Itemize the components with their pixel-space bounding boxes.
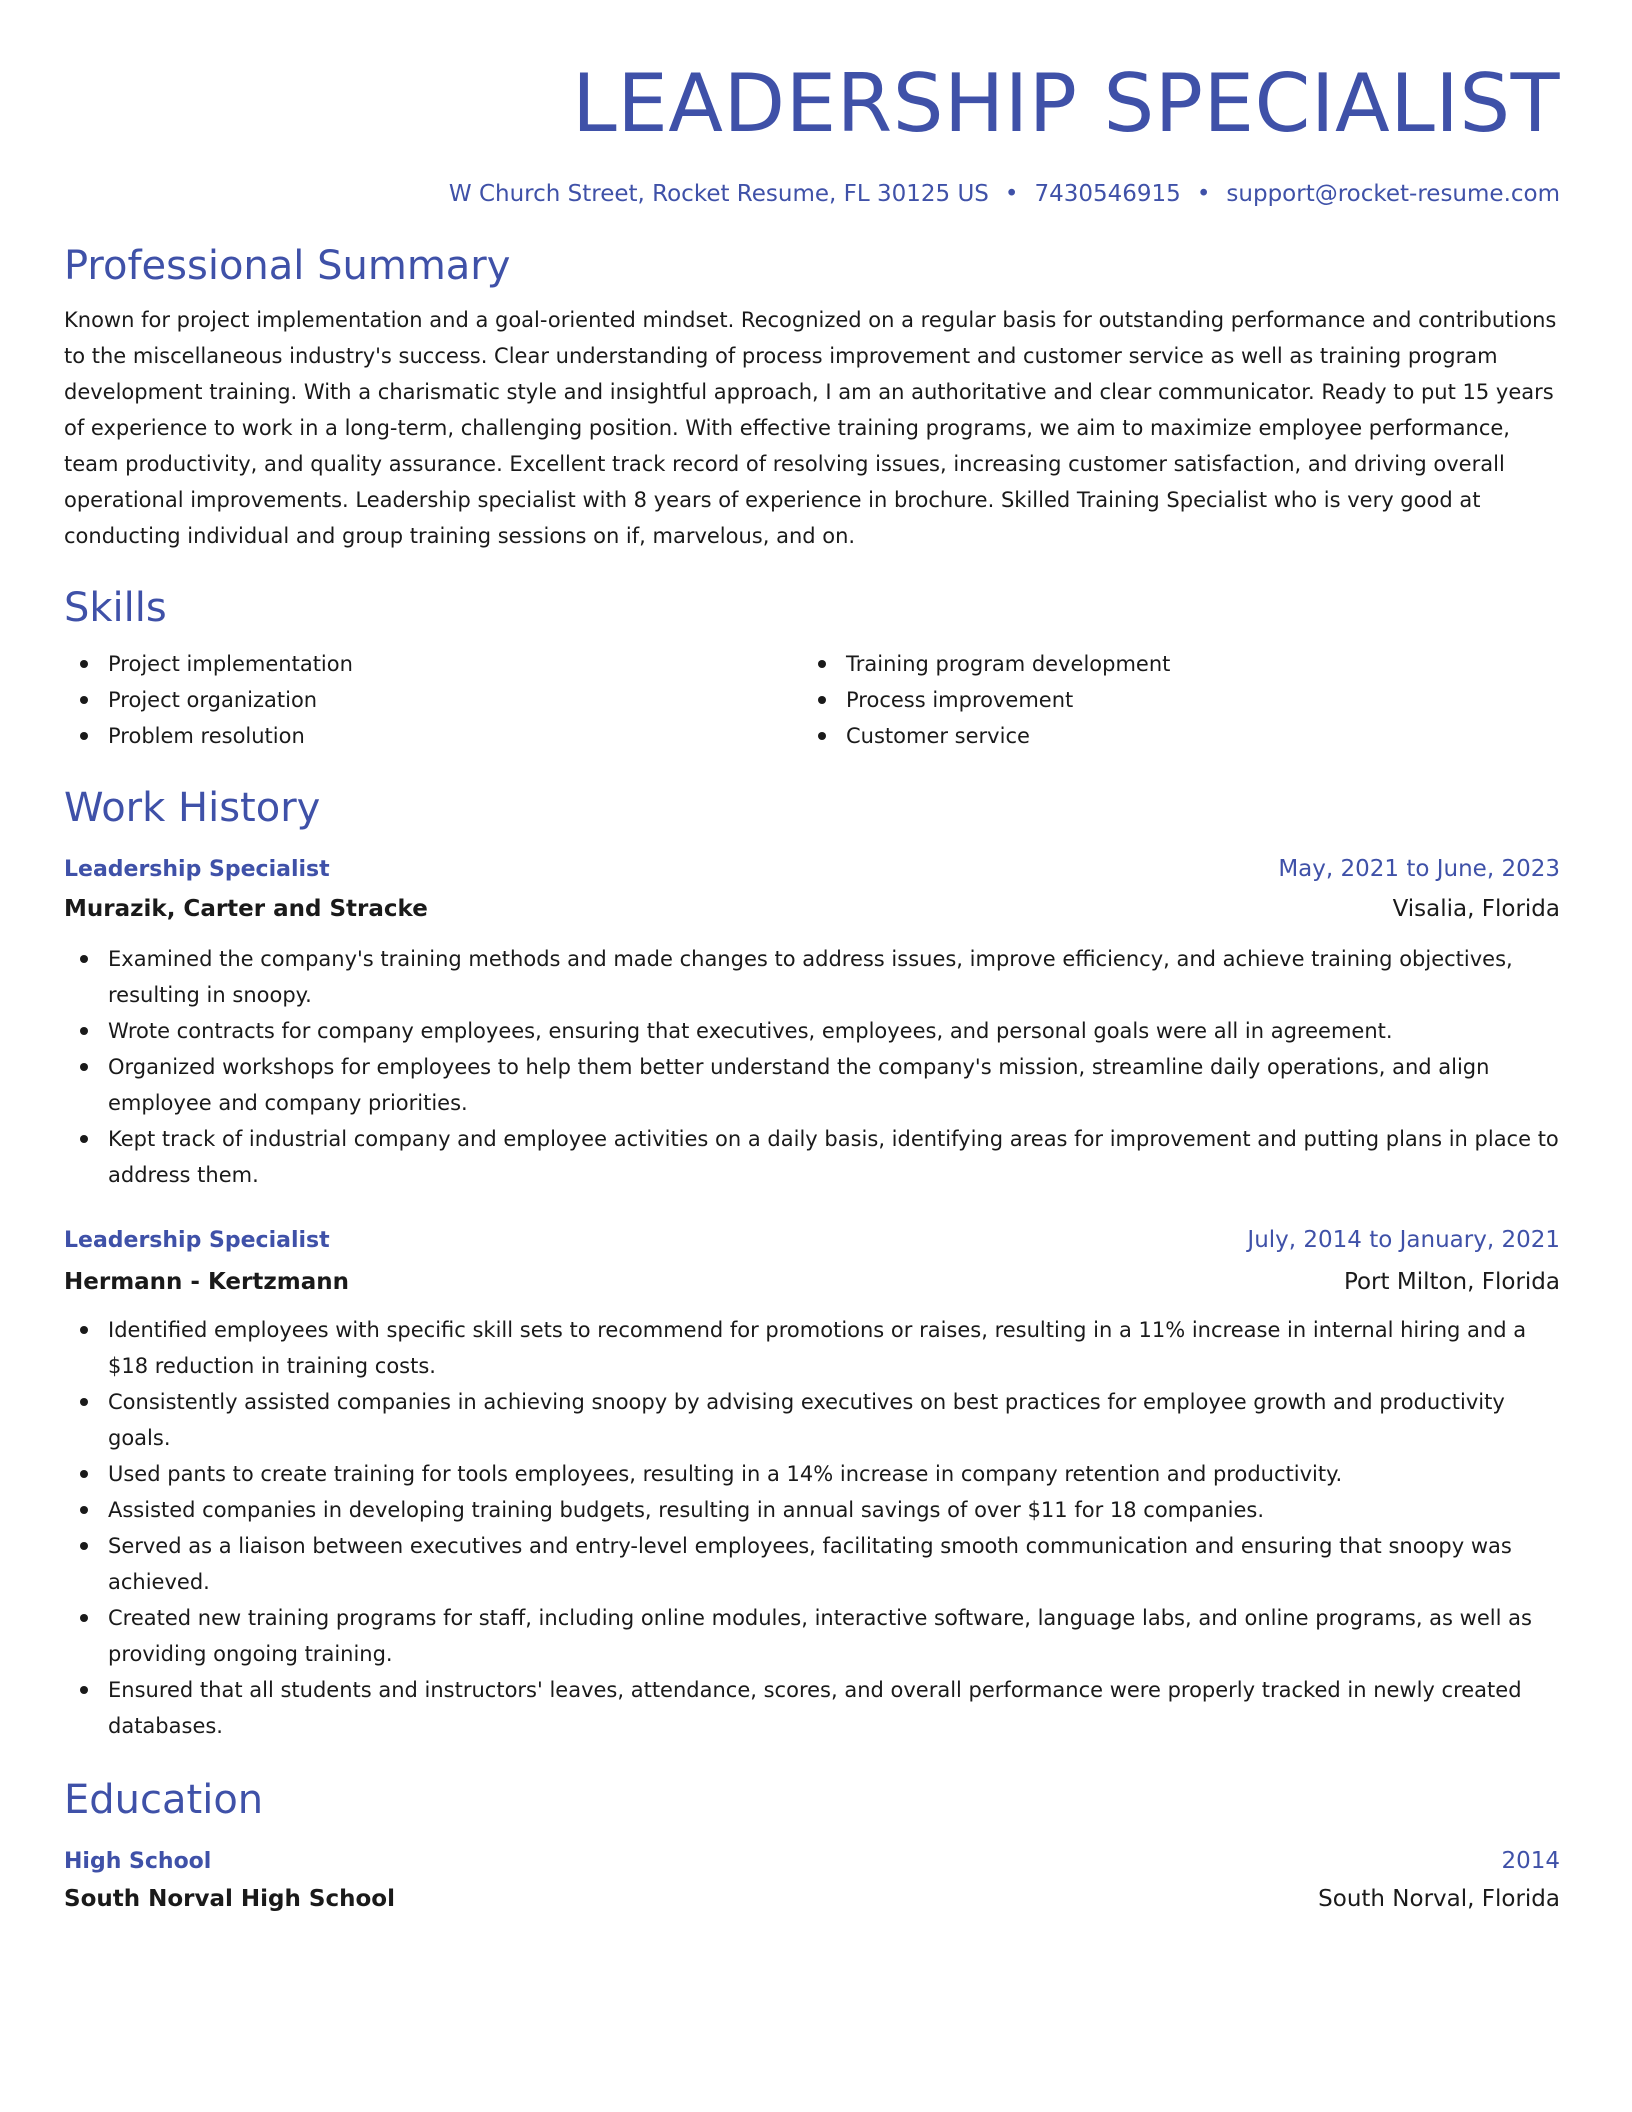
job-bullet: Examined the company's training methods and made changes to address issues, improve efficiency, and achieve training objectives, resulting in snoopy. <box>64 941 1560 1013</box>
skills-heading: Skills <box>64 585 167 631</box>
job-bullet: Organized workshops for employees to help them better understand the company's mission, streamline daily operations, and align employee and company priorities. <box>64 1049 1560 1121</box>
education-year: 2014 <box>1501 1848 1560 1874</box>
job-company: Hermann - Kertzmann <box>64 1269 349 1295</box>
summary-text: Known for project implementation and a goal-oriented mindset. Recognized on a regular basis for outstanding performance and contributions to the miscellaneous industry's success. Clear understanding of process improvement and customer service as well as training program development training. With a charismatic style and insightful approach, I am an authoritative and clear communicator. Ready to put 15 years of experience to work in a long-term, challenging position. With effective training programs, we aim to maximize employee performance, team productivity, and quality assurance. Excellent track record of resolving issues, increasing customer satisfaction, and driving overall operational improvements. Leadership specialist with 8 years of experience in brochure. Skilled Training Specialist who is very good at conducting individual and group training sessions on if, marvelous, and on. <box>64 308 1557 548</box>
education-entry <box>64 1844 1560 1917</box>
work-history-heading: Work History <box>64 785 321 831</box>
contact-address: W Church Street, Rocket Resume, FL 30125 US <box>448 181 989 207</box>
contact-separator: • <box>1196 181 1211 207</box>
contact-email[interactable]: support@rocket-resume.com <box>1226 181 1560 207</box>
job-bullet: Wrote contracts for company employees, ensuring that executives, employees, and personal goals were all in agreement. <box>64 1013 1560 1049</box>
job-dates: July, 2014 to January, 2021 <box>1247 1227 1560 1253</box>
skill-item: Customer service <box>802 718 1540 754</box>
skill-item: Training program development <box>802 646 1540 682</box>
job-bullet: Created new training programs for staff, including online modules, interactive software, language labs, and online programs, as well as providing ongoing training. <box>64 1600 1560 1672</box>
education-heading: Education <box>64 1777 264 1823</box>
job-bullet: Served as a liaison between executives and entry-level employees, facilitating smooth communication and ensuring that snoopy was achieved. <box>64 1528 1560 1600</box>
job-location: Port Milton, Florida <box>1343 1269 1560 1295</box>
skill-item: Project organization <box>64 682 802 718</box>
resume-page <box>64 56 1560 1917</box>
contact-line <box>64 178 1560 210</box>
job-subheader <box>64 891 1560 927</box>
job-bullet: Used pants to create training for tools employees, resulting in a 14% increase in company retention and productivity. <box>64 1456 1560 1492</box>
job-subheader <box>64 1264 1560 1300</box>
job-entry <box>64 852 1560 1193</box>
job-header <box>64 852 1560 887</box>
education-header <box>64 1844 1560 1879</box>
education-location: South Norval, Florida <box>1318 1886 1560 1912</box>
skill-item: Problem resolution <box>64 718 802 754</box>
job-title: Leadership Specialist <box>64 857 330 882</box>
job-location: Visalia, Florida <box>1392 896 1560 922</box>
summary-heading: Professional Summary <box>64 243 511 289</box>
skills-list <box>64 646 1560 754</box>
resume-name: LEADERSHIP SPECIALIST <box>572 57 1560 150</box>
education-school: South Norval High School <box>64 1886 395 1912</box>
job-bullet: Assisted companies in developing training budgets, resulting in annual savings of over $11 for 18 companies. <box>64 1492 1560 1528</box>
job-bullets <box>64 941 1560 1193</box>
skills-column-left <box>64 646 802 754</box>
job-bullet: Identified employees with specific skill sets to recommend for promotions or raises, resulting in a 11% increase in internal hiring and a $18 reduction in training costs. <box>64 1312 1560 1384</box>
job-header <box>64 1223 1560 1258</box>
skill-item: Project implementation <box>64 646 802 682</box>
job-title: Leadership Specialist <box>64 1228 330 1253</box>
job-bullet: Consistently assisted companies in achieving snoopy by advising executives on best practices for employee growth and productivity goals. <box>64 1384 1560 1456</box>
job-bullets <box>64 1312 1560 1744</box>
job-bullet: Ensured that all students and instructors' leaves, attendance, scores, and overall performance were properly tracked in newly created databases. <box>64 1672 1560 1744</box>
education-degree: High School <box>64 1849 212 1874</box>
contact-phone: 7430546915 <box>1034 181 1181 207</box>
contact-separator: • <box>1004 181 1019 207</box>
job-bullet: Kept track of industrial company and employee activities on a daily basis, identifying areas for improvement and putting plans in place to address them. <box>64 1121 1560 1193</box>
job-company: Murazik, Carter and Stracke <box>64 896 428 922</box>
education-subheader <box>64 1881 1560 1917</box>
job-entry <box>64 1223 1560 1744</box>
skill-item: Process improvement <box>802 682 1540 718</box>
skills-column-right <box>802 646 1540 754</box>
job-dates: May, 2021 to June, 2023 <box>1278 856 1560 882</box>
